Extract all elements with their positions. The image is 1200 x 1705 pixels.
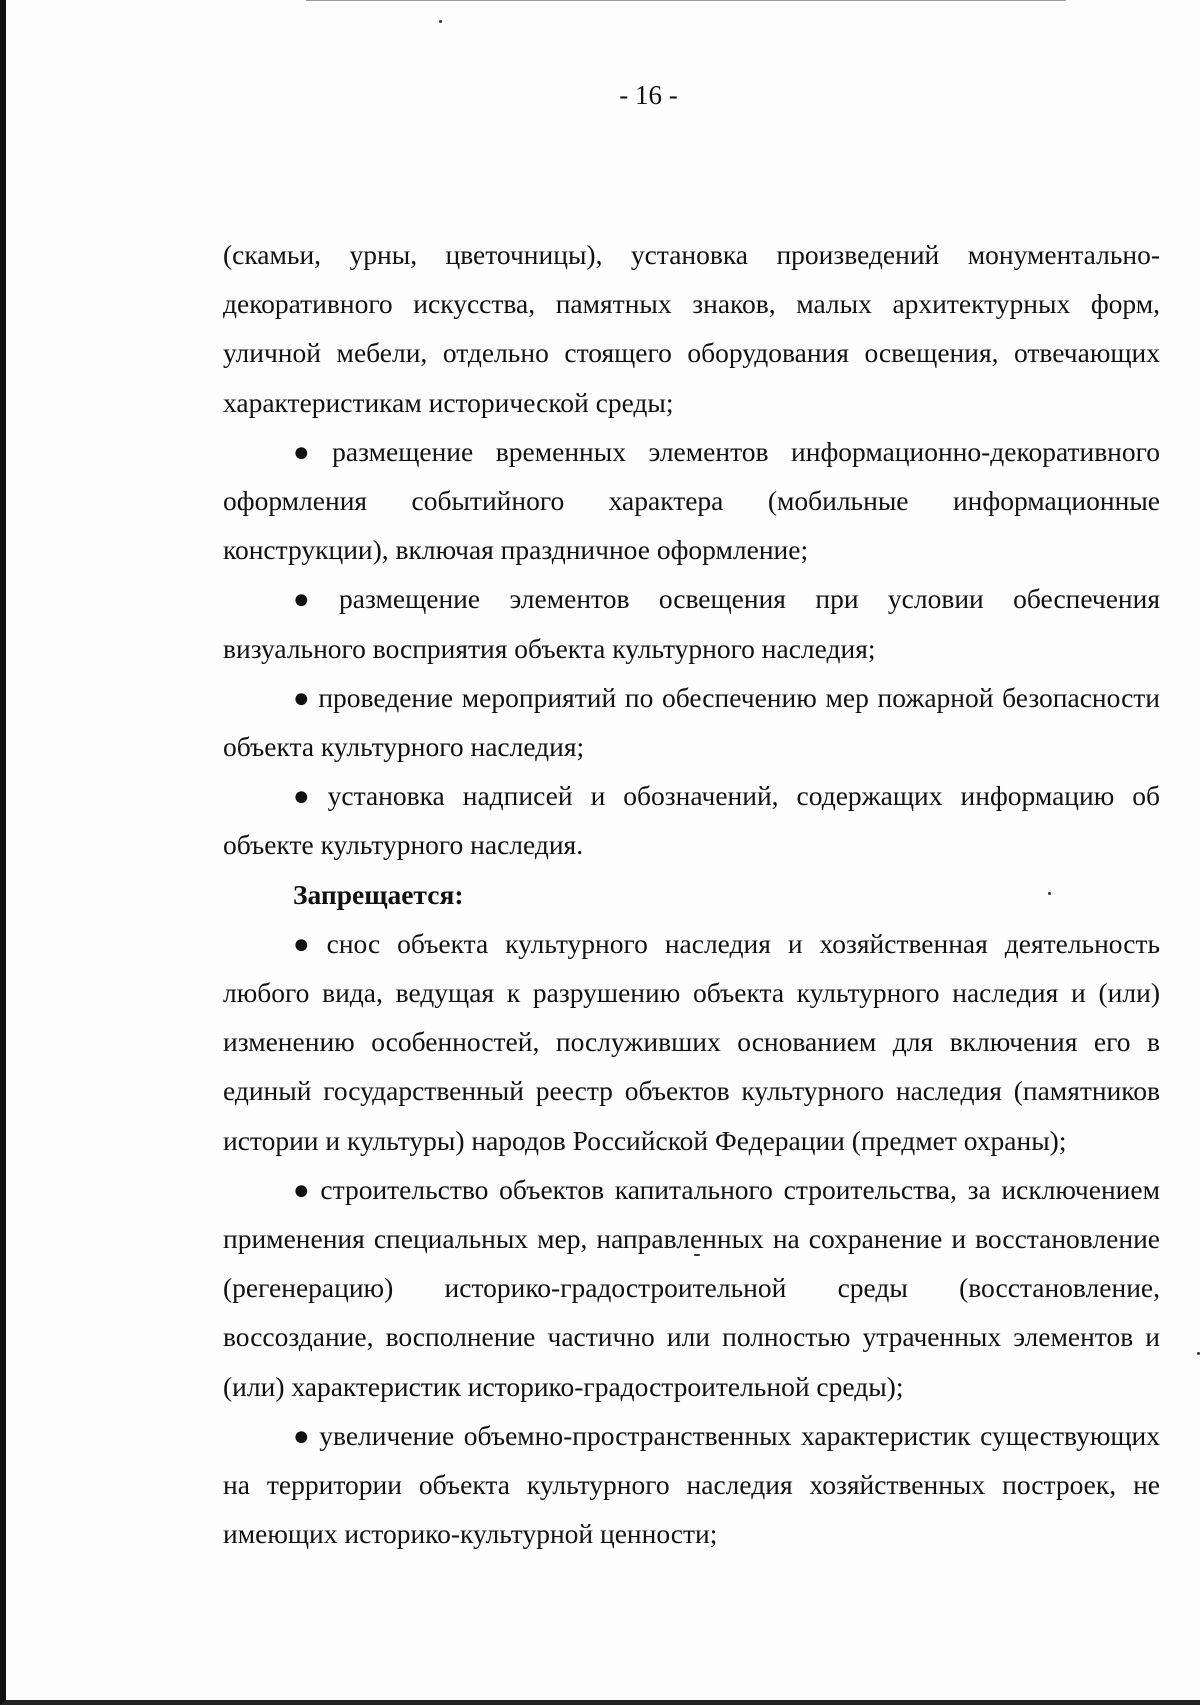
list-item-text: снос объекта культурного наследия и хозяйственная деятельность любого вида, ведущая к разрушению объекта культурного наследия и (или) изменению особенностей, послуживших основанием для включения его в единый государственный реестр объектов культурного наследия (памятников истории и культуры) народов Российской Федерации (предмет охраны); [223, 927, 1161, 1156]
bullet-icon: ● [293, 1173, 310, 1205]
list-item-text: увеличение объемно-пространственных характеристик существующих на территории объекта культурного наследия хозяйственных построек, не имеющих историко-культурной ценности; [223, 1419, 1161, 1550]
scan-edge-line [306, 0, 1066, 1]
list-item-text: размещение временных элементов информационно-декоративного оформления событийного характера (мобильные информационные конструкции), включая праздничное оформление; [223, 435, 1160, 566]
bullet-icon: ● [293, 435, 310, 467]
bullet-icon: ● [293, 583, 310, 615]
paragraph-text: (скамьи, урны, цветочницы), установка произведений монументально-декоративного искусства, памятных знаков, малых архитектурных форм, уличной мебели, отдельно стоящего оборудования освещения, отвечающих характеристикам исторической среды; [223, 239, 1160, 418]
list-item-text: размещение элементов освещения при условии обеспечения визуального восприятия объекта культурного наследия; [223, 583, 1161, 664]
list-item [223, 427, 1160, 575]
bullet-icon: ● [293, 1419, 310, 1451]
bullet-icon: ● [293, 681, 310, 713]
bullet-icon: ● [293, 780, 310, 812]
section-heading: Запрещается: [293, 878, 464, 910]
document-body [223, 230, 1160, 1558]
list-item [223, 673, 1160, 771]
list-item [223, 771, 1160, 869]
list-item [223, 1411, 1160, 1559]
scan-speck [439, 20, 442, 23]
list-item [223, 919, 1160, 1165]
list-item [223, 1165, 1160, 1411]
page-number: - 16 - [619, 80, 678, 110]
list-item-text: проведение мероприятий по обеспечению мер пожарной безопасности объекта культурного наследия; [223, 681, 1161, 763]
list-item-text: строительство объектов капитального строительства, за исключением применения специальных мер, направленных на сохранение и восстановление (регенерацию) историко-градостроительной среды (восстановление, воссоздание, восполнение частично или полностью утраченных элементов и (или) характеристик историко-градостроительной среды); [223, 1173, 1160, 1402]
list-item [223, 574, 1160, 672]
paragraph [223, 230, 1160, 427]
bullet-icon: ● [293, 927, 310, 959]
list-item-text: установка надписей и обозначений, содержащих информацию об объекте культурного наследия. [223, 780, 1160, 861]
